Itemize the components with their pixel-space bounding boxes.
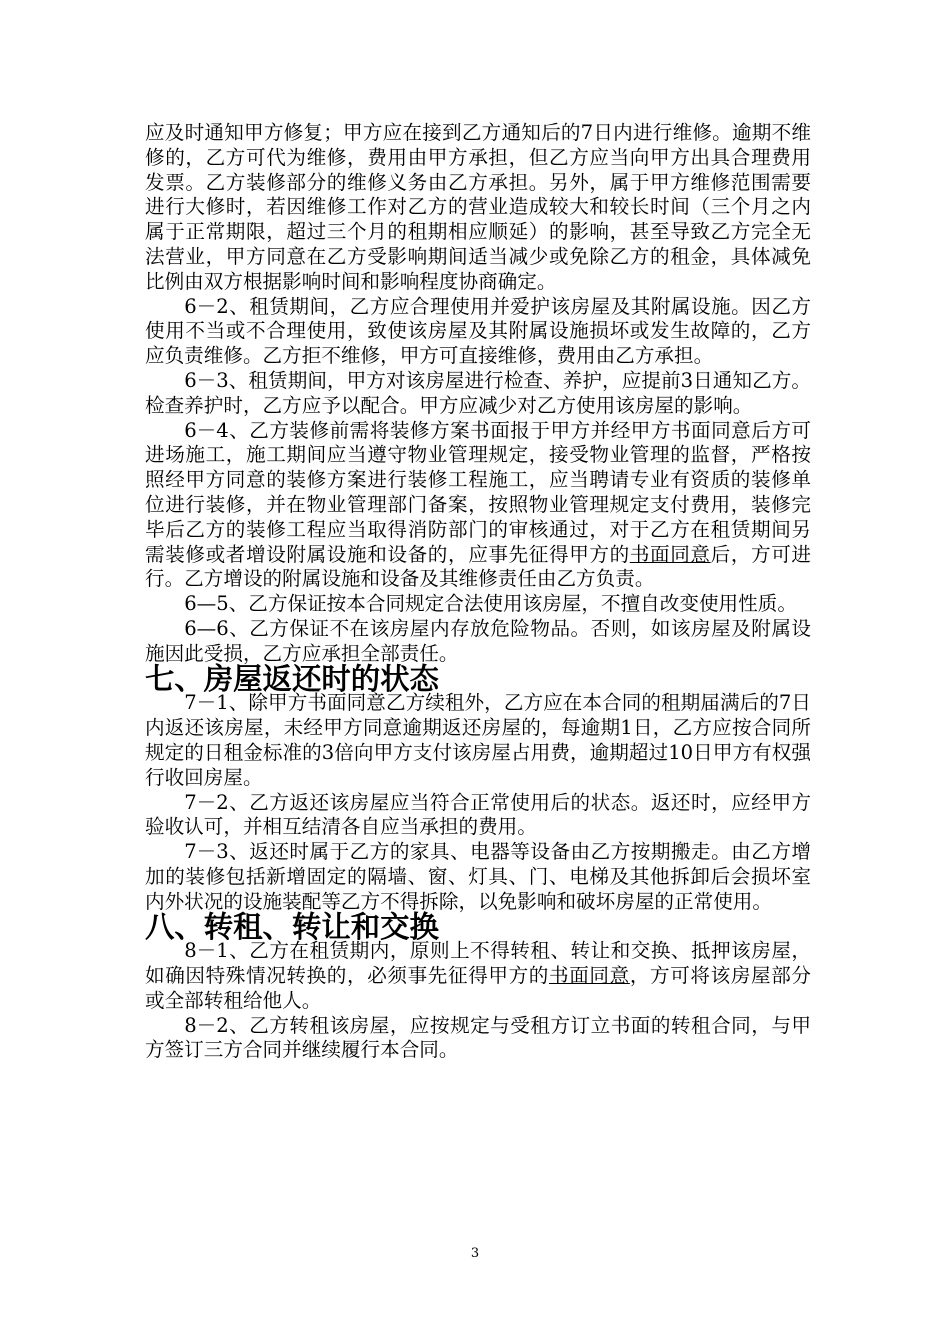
clause-paragraph: [145, 840, 811, 914]
clause-paragraph: [145, 617, 811, 667]
text-run: 八、转租、转让和交换: [145, 908, 439, 944]
text-run: 6－2、租赁期间，乙方应合理使用并爱护该房屋及其附属设施。因乙方使用不当或不合理使用，致使该房屋及其附属设施损坏或发生故障的，乙方应负责维修。乙方拒不维修，甲方可直接维修，费用由乙方承担。: [145, 294, 811, 368]
section-heading: [145, 908, 811, 944]
text-run: 后，方可进行。乙方增设的附属设施和设备及其维修责任由乙方负责。: [145, 542, 812, 591]
clause-paragraph: [145, 691, 811, 790]
underlined-text: 书面同意: [549, 964, 630, 988]
clause-paragraph: [145, 369, 811, 419]
text-run: 7－1、除甲方书面同意乙方续租外，乙方应在本合同的租期届满后的7日内返还该房屋，未经甲方同意逾期返还房屋的，每逾期1日，乙方应按合同所规定的日租金标准的3倍向甲方支付该房屋占用费，逾期超过10日甲方有权强行收回房屋。: [145, 691, 811, 789]
text-run: 6—5、乙方保证按本合同规定合法使用该房屋，不擅自改变使用性质。: [184, 592, 797, 616]
text-run: 6－4、乙方装修前需将装修方案书面报于甲方并经甲方书面同意后方可进场施工，施工期间应当遵守物业管理规定，接受物业管理的监督，严格按照经甲方同意的装修方案进行装修工程施工，应当聘请专业有资质的装修单位进行装修，并在物业管理部门备案，按照物业管理规定支付费用，装修完毕后乙方的装修工程应当取得消防部门的审核通过，对于乙方在租赁期间另需装修或者增设附属设施和设备的，应事先征得甲方的: [145, 418, 811, 566]
document-body: [145, 121, 811, 1063]
clause-paragraph: [145, 791, 811, 841]
clause-paragraph: [145, 295, 811, 369]
clause-paragraph: [145, 121, 811, 295]
underlined-text: 书面同意: [629, 542, 711, 566]
text-run: ，方可将该房屋部分或全部转租给他人。: [145, 964, 812, 1012]
clause-paragraph: [145, 592, 811, 617]
clause-paragraph: [145, 419, 811, 593]
text-run: 应及时通知甲方修复；甲方应在接到乙方通知后的7日内进行维修。逾期不维修的，乙方可代为维修，费用由甲方承担，但乙方应当向甲方出具合理费用发票。乙方装修部分的维修义务由乙方承担。另外，属于甲方维修范围需要进行大修时，若因维修工作对乙方的营业造成较大和较长时间（三个月之内属于正常期限，超过三个月的租期相应顺延）的影响，甚至导致乙方完全无法营业，甲方同意在乙方受影响期间适当减少或免除乙方的租金，具体减免比例由双方根据影响时间和影响程度协商确定。: [145, 121, 811, 293]
text-run: 8－1、乙方在租赁期内，原则上不得转租、转让和交换、抵押该房屋，如确因特殊情况转换的，必须事先征得甲方的: [145, 939, 811, 988]
text-run: 8－2、乙方转租该房屋，应按规定与受租方订立书面的转租合同，与甲方签订三方合同并继续履行本合同。: [145, 1013, 811, 1062]
clause-paragraph: [145, 939, 811, 1013]
section-heading: [145, 660, 811, 696]
text-run: 7－2、乙方返还该房屋应当符合正常使用后的状态。返还时，应经甲方验收认可，并相互结清各自应当承担的费用。: [145, 790, 811, 839]
text-run: 6—6、乙方保证不在该房屋内存放危险物品。否则，如该房屋及附属设施因此受损，乙方应承担全部责任。: [145, 616, 811, 665]
text-run: 七、房屋返还时的状态: [145, 660, 439, 696]
clause-paragraph: [145, 1014, 811, 1064]
text-run: 6－3、租赁期间，甲方对该房屋进行检查、养护，应提前3日通知乙方。检查养护时，乙方应予以配合。甲方应减少对乙方使用该房屋的影响。: [145, 368, 811, 417]
text-run: 7－3、返还时属于乙方的家具、电器等设备由乙方按期搬走。由乙方增加的装修包括新增固定的隔墙、窗、灯具、门、电梯及其他拆卸后会损坏室内外状况的设施装配等乙方不得拆除，以免影响和破坏房屋的正常使用。: [145, 840, 811, 913]
page-number: 3: [470, 1246, 480, 1261]
